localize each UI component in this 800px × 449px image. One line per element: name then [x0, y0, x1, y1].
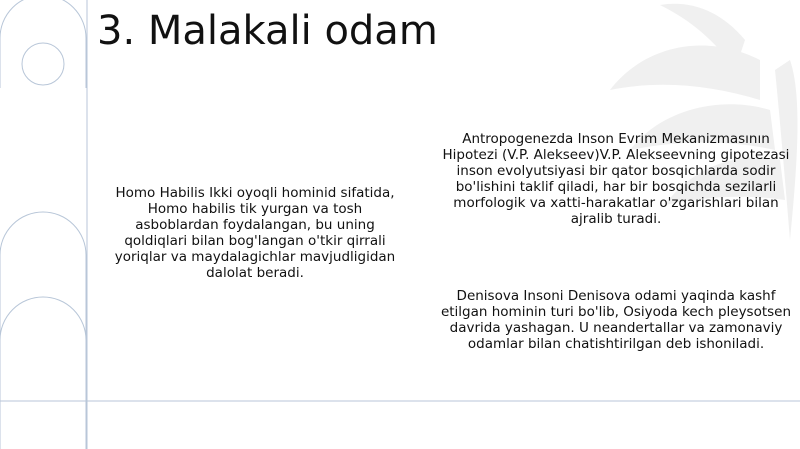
homo-habilis-paragraph: Homo Habilis Ikki oyoqli hominid sifatida, Homo habilis tik yurgan va tosh asboblardan foydalangan, bu uning qoldiqlari bilan bog'langan o'tkir qirrali yoriqlar va maydalagichlar mavjudligidan dalolat beradi. — [114, 185, 396, 281]
top-circle — [22, 43, 64, 85]
alekseev-hypothesis-paragraph: Antropogenezda Inson Evrim Mekanizmasının Hipotezi (V.P. Alekseev)V.P. Alekseevning gipotezasi inson evolyutsiyasi bir qator bosqichlarda sodir bo'lishini taklif qiladi, har bir bosqichda sezilarli morfologik va xatti-harakatlar o'zgarishlari bilan ajralib turadi. — [442, 131, 790, 227]
lower-arch — [0, 297, 86, 340]
denisova-paragraph: Denisova Insoni Denisova odami yaqinda kashf etilgan hominin turi bo'lib, Osiyoda kech pleysotsen davrida yashagan. U neandertallar va zamonaviy odamlar bilan chatishtirilgan deb ishoniladi. — [440, 288, 792, 352]
middle-arch — [0, 212, 86, 449]
slide-title: 3. Malakali odam — [97, 8, 438, 54]
top-arch — [0, 0, 86, 88]
